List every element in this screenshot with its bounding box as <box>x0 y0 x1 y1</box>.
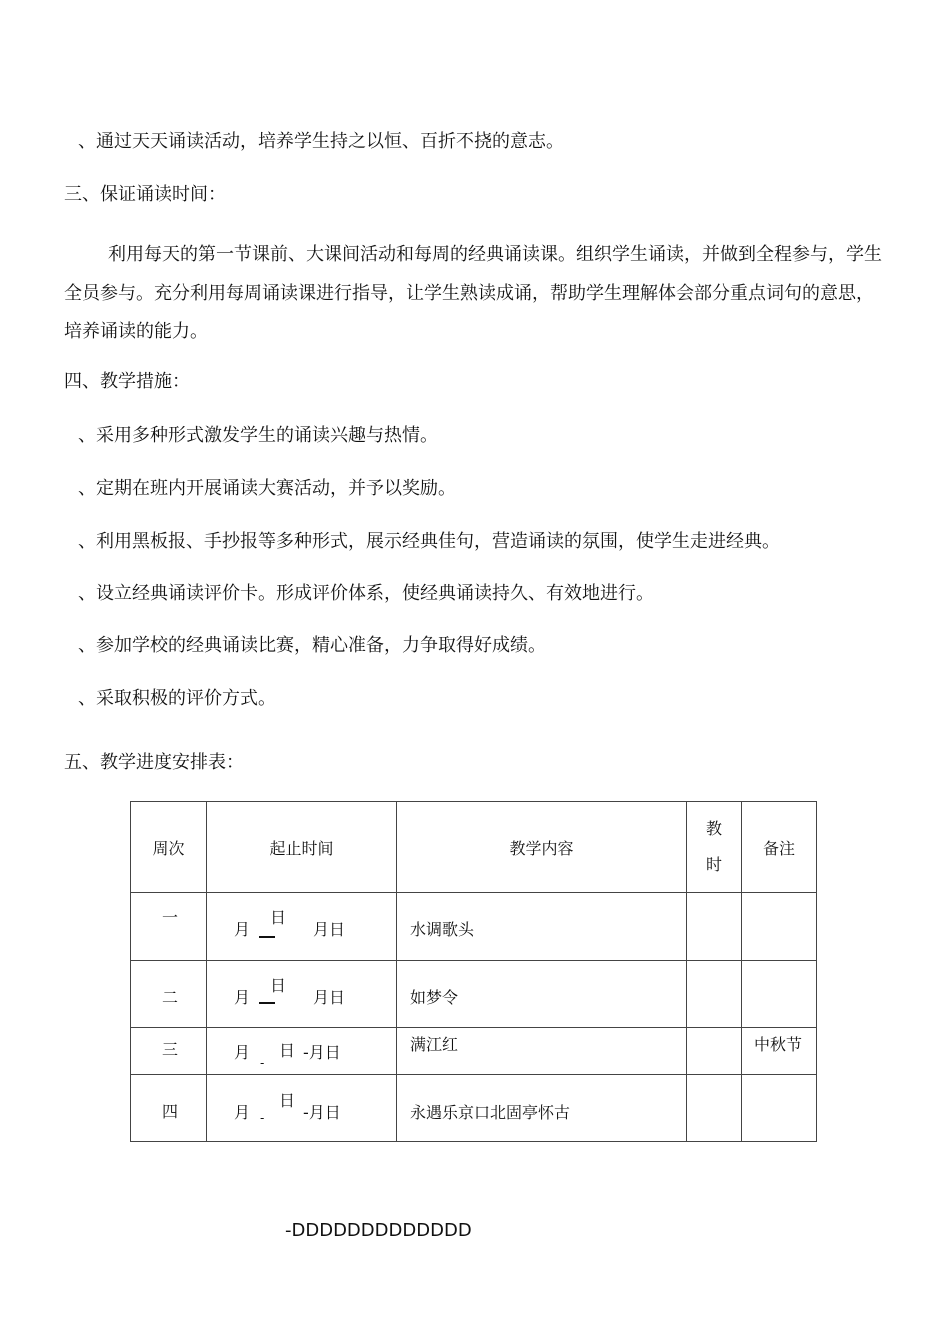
header-content: 教学内容 <box>397 802 687 893</box>
table-row <box>131 961 817 1028</box>
section-heading-5: 五、教学进度安排表： <box>64 752 244 773</box>
cell-note <box>742 1075 817 1142</box>
header-hours-char-1: 教 <box>705 819 722 838</box>
measure-item-6: 、采取积极的评价方式。 <box>78 688 276 709</box>
cell-time: 月 日 月日 <box>207 893 397 961</box>
cell-note <box>742 961 817 1028</box>
cell-week: 三 <box>131 1028 207 1075</box>
schedule-table <box>130 801 817 1142</box>
cell-hours <box>687 893 742 961</box>
section-3-paragraph: 利用每天的第一节课前、大课间活动和每周的经典诵读课。组织学生诵读，并做到全程参与，学生全员参与。充分利用每周诵读课进行指导，让学生熟读成诵，帮助学生理解体会部分重点词句的意思，培养诵读的能力。 <box>64 244 882 342</box>
cell-time: 月 日 - -月日 <box>207 1028 397 1075</box>
cell-time: 月 日 月日 <box>207 961 397 1028</box>
cell-week: 四 <box>131 1075 207 1142</box>
cell-note <box>742 893 817 961</box>
header-hours <box>687 802 742 893</box>
cell-hours <box>687 1028 742 1075</box>
header-time: 起止时间 <box>207 802 397 893</box>
header-note: 备注 <box>742 802 817 893</box>
measure-item-2: 、定期在班内开展诵读大赛活动，并予以奖励。 <box>78 478 456 499</box>
page-footer: -DDDDDDDDDDDDD <box>285 1220 472 1241</box>
cell-note: 中秋节 <box>742 1028 817 1075</box>
cell-content: 如梦令 <box>397 961 687 1028</box>
table-header-row <box>131 802 817 893</box>
cell-content: 满江红 <box>397 1028 687 1075</box>
header-hours-char-2: 时 <box>705 855 722 874</box>
header-week: 周次 <box>131 802 207 893</box>
cell-content: 永遇乐京口北固亭怀古 <box>397 1075 687 1142</box>
measure-item-1: 、采用多种形式激发学生的诵读兴趣与热情。 <box>78 425 438 446</box>
cell-time: 月 日 - -月日 <box>207 1075 397 1142</box>
table-row <box>131 893 817 961</box>
measure-item-3: 、利用黑板报、手抄报等多种形式，展示经典佳句，营造诵读的氛围，使学生走进经典。 <box>78 531 780 552</box>
cell-week: 一 <box>131 893 207 961</box>
cell-week: 二 <box>131 961 207 1028</box>
cell-hours <box>687 1075 742 1142</box>
table-row <box>131 1028 817 1075</box>
measure-item-5: 、参加学校的经典诵读比赛，精心准备，力争取得好成绩。 <box>78 635 546 656</box>
table-row <box>131 1075 817 1142</box>
cell-hours <box>687 961 742 1028</box>
cell-content: 水调歌头 <box>397 893 687 961</box>
measure-item-continued: 、通过天天诵读活动，培养学生持之以恒、百折不挠的意志。 <box>78 131 564 152</box>
section-heading-4: 四、教学措施： <box>64 371 190 392</box>
section-heading-3: 三、保证诵读时间： <box>64 184 226 205</box>
measure-item-4: 、设立经典诵读评价卡。形成评价体系，使经典诵读持久、有效地进行。 <box>78 583 654 604</box>
